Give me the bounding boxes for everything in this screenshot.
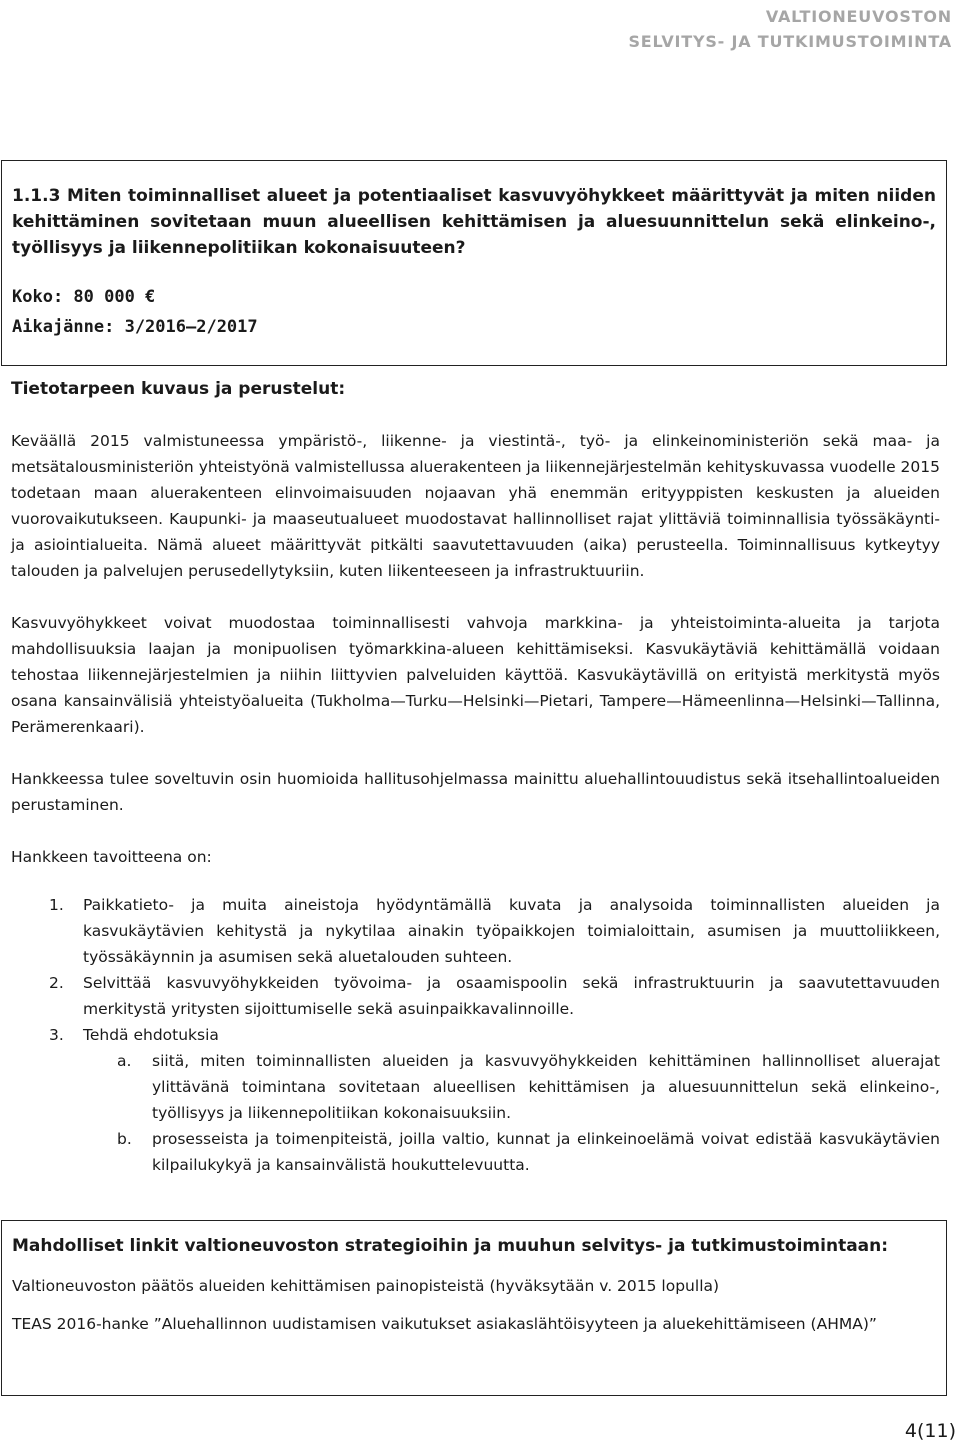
goals-intro: Hankkeen tavoitteena on: (11, 848, 212, 866)
description-paragraph: Hankkeessa tulee soveltuvin osin huomioida hallitusohjelmassa mainittu aluehallintouudistus sekä itsehallintoalueiden perustaminen. (11, 770, 940, 814)
topic-period: Aikajänne: 3/2016—2/2017 (12, 317, 258, 337)
sub-goal-letter: a. (117, 1052, 132, 1070)
organization-name: VALTIONEUVOSTON (765, 7, 952, 26)
links-box (1, 1220, 947, 1396)
organization-header (628, 4, 952, 54)
link-item: TEAS 2016-hanke ”Aluehallinnon uudistamisen vaikutukset asiakaslähtöisyyteen ja aluekehittämiseen (AHMA)” (12, 1315, 877, 1333)
goal-list (11, 892, 940, 1178)
page-number: 4(11) (904, 1420, 956, 1442)
sub-goal-item (83, 1126, 940, 1178)
goal-text: Tehdä ehdotuksia (83, 1026, 219, 1044)
goal-number: 1. (49, 896, 64, 914)
organization-unit: SELVITYS- JA TUTKIMUSTOIMINTA (628, 32, 952, 51)
description-heading: Tietotarpeen kuvaus ja perustelut: (11, 379, 346, 399)
topic-box (1, 160, 947, 366)
description-paragraph: Keväällä 2015 valmistuneessa ympäristö-, liikenne- ja viestintä-, työ- ja elinkeinoministeriön sekä maa- ja metsätalousministeriön yhteistyönä valmistellussa aluerakenteen ja liikennejärjestelmän kehityskuvassa vuodelle 2015 todetaan maan aluerakenteen elinvoimaisuuden nojaavan yhä enemmän erityyppisten keskusten ja alueiden vuorovaikutukseen. Kaupunki- ja maaseutualueet muodostavat hallinnolliset rajat ylittäviä toiminnallisia työssäkäynti- ja asiointialueita. Nämä alueet määrittyvät pitkälti saavutettavuuden (aika) perusteella. Toiminnallisuus kytkeytyy talouden ja palvelujen perusedellytyksiin, kuten liikenteeseen ja infrastruktuuriin. (11, 432, 940, 580)
sub-goal-text: siitä, miten toiminnallisten alueiden ja kasvuvyöhykkeiden kehittäminen hallinnolliset aluerajat ylittävänä toimintana sovitetaan alueellisen kehittämisen ja aluesuunnittelun sekä elinkeino-, työllisyys ja liikennepolitiikan kokonaisuuksiin. (152, 1052, 940, 1122)
goal-number: 3. (49, 1026, 64, 1044)
sub-goal-letter: b. (117, 1130, 132, 1148)
description-paragraph: Kasvuvyöhykkeet voivat muodostaa toiminnallisesti vahvoja markkina- ja yhteistoiminta-alueita ja tarjota mahdollisuuksia laajan ja monipuolisen työmarkkina-alueen kehittämiseksi. Kasvukäytäviä kehittämällä voidaan tehostaa liikennejärjestelmien ja niihin liittyvien palveluiden käyttöä. Kasvukäytävillä on erityistä merkitystä myös osana kansainvälisiä yhteistyöalueita (Tukholma—Turku—Helsinki—Pietari, Tampere—Hämeenlinna—Helsinki—Tallinna, Perämerenkaari). (11, 614, 940, 736)
goal-item (11, 1022, 940, 1178)
goal-text: Paikkatieto- ja muita aineistoja hyödyntämällä kuvata ja analysoida toiminnallisten alueiden ja kasvukäytävien kehitystä ja nykytilaa ainakin työpaikkojen toimialoittain, asumisen ja muuttoliikkeen, työssäkäynnin ja asumisen sekä aluetalouden suhteen. (83, 896, 940, 966)
goal-item (11, 892, 940, 970)
links-heading: Mahdolliset linkit valtioneuvoston strategioihin ja muuhun selvitys- ja tutkimustoimintaan: (12, 1236, 889, 1256)
sub-goal-item (83, 1048, 940, 1126)
topic-size: Koko: 80 000 € (12, 287, 156, 307)
topic-title: 1.1.3 Miten toiminnalliset alueet ja potentiaaliset kasvuvyöhykkeet määrittyvät ja miten niiden kehittäminen sovitetaan muun alueellisen kehittämisen ja aluesuunnittelun sekä elinkeino-, työllisyys ja liikennepolitiikan kokonaisuuteen? (12, 186, 936, 258)
description-section (11, 376, 940, 1178)
sub-goal-text: prosesseista ja toimenpiteistä, joilla valtio, kunnat ja elinkeinoelämä voivat edistää kasvukäytävien kilpailukykyä ja kansainvälistä houkuttelevuutta. (152, 1130, 940, 1174)
sub-goal-list (83, 1048, 940, 1178)
goal-item (11, 970, 940, 1022)
link-item: Valtioneuvoston päätös alueiden kehittämisen painopisteistä (hyväksytään v. 2015 lopulla) (12, 1277, 720, 1295)
goal-text: Selvittää kasvuvyöhykkeiden työvoima- ja osaamispoolin sekä infrastruktuurin ja saavutettavuuden merkitystä yritysten sijoittumiselle sekä asuinpaikkavalinnoille. (83, 974, 940, 1018)
goal-number: 2. (49, 974, 64, 992)
